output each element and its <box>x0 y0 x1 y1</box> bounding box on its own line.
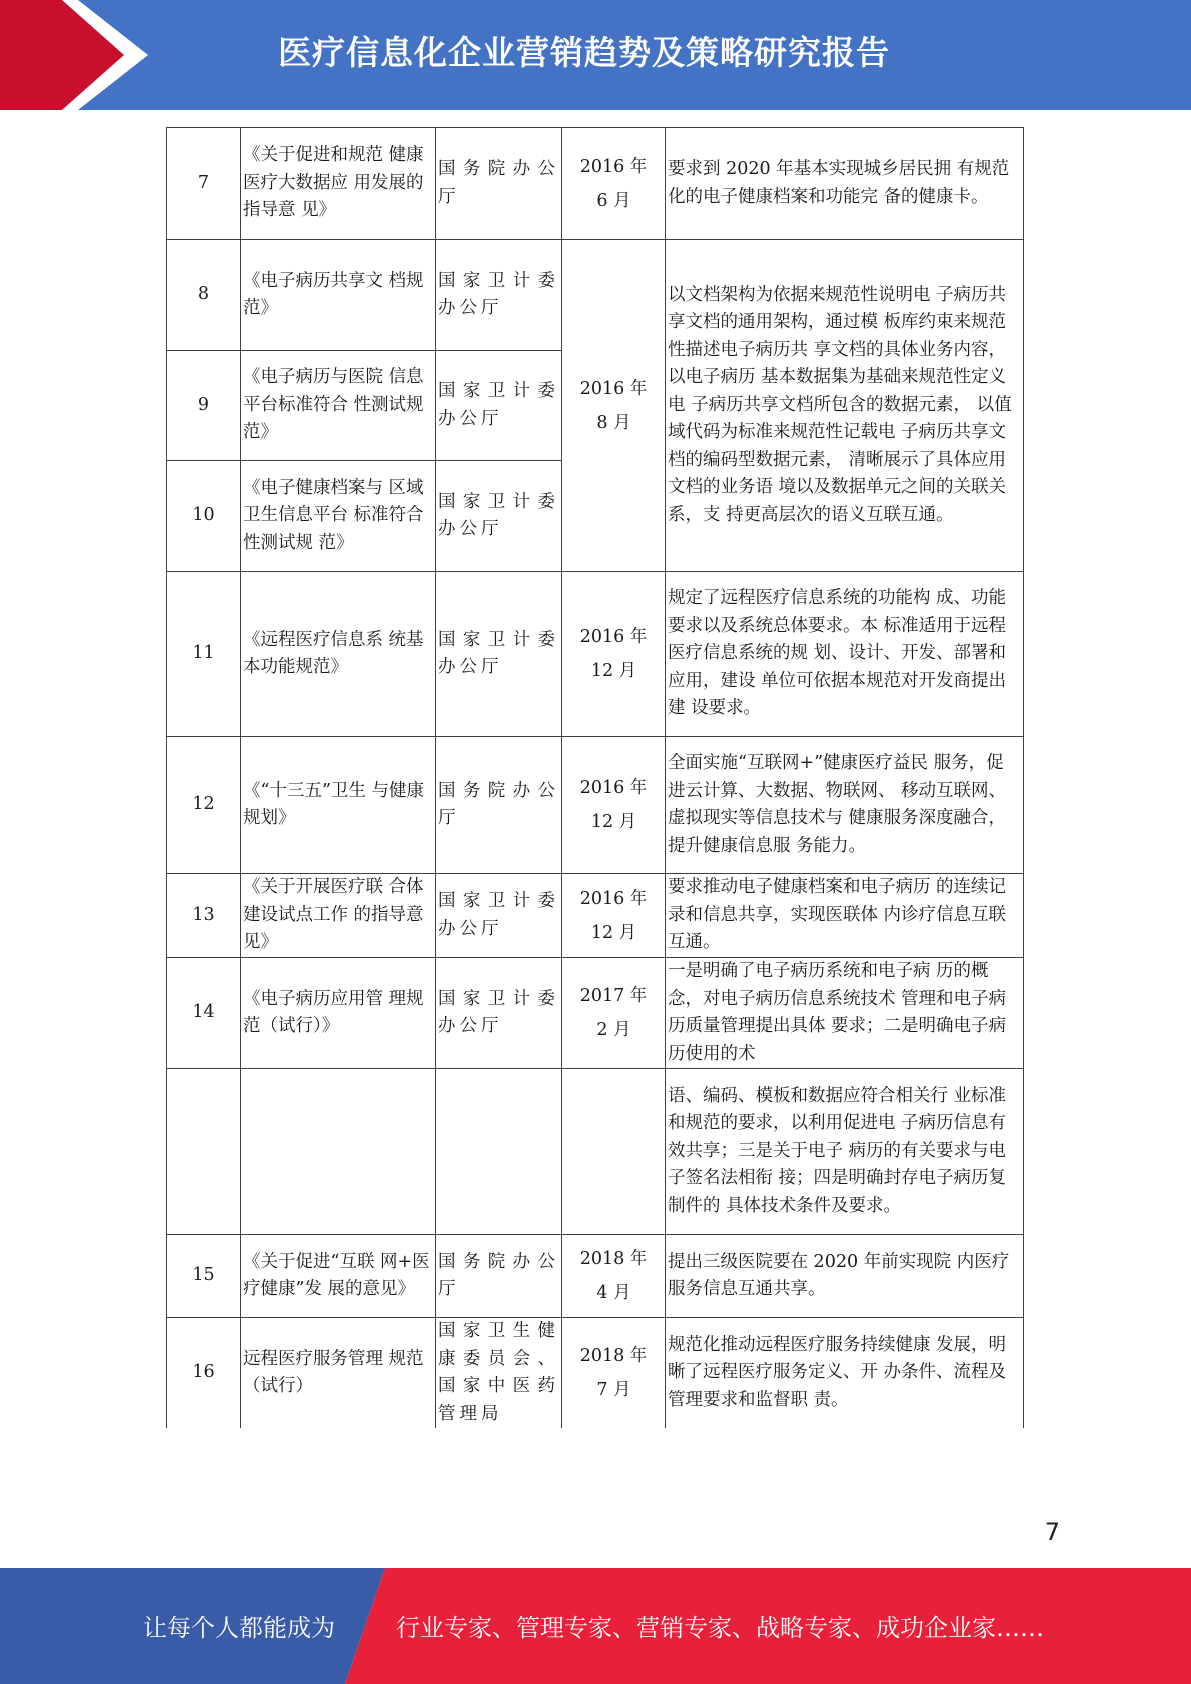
issue-date: 2018 年 7 月 <box>562 1318 666 1429</box>
table-row <box>167 1069 1024 1235</box>
row-number <box>167 1069 241 1235</box>
policy-table <box>166 127 1024 1428</box>
row-number: 15 <box>167 1235 241 1318</box>
issuing-agency: 国家卫生健康委员会、国家中医药管理局 <box>436 1318 562 1429</box>
issuing-agency: 国家卫计委办公厅 <box>436 351 562 461</box>
issue-date: 2016 年 6 月 <box>562 128 666 240</box>
policy-name: 《电子病历应用管 理规范（试行）》 <box>241 958 436 1069</box>
table-row <box>167 572 1024 737</box>
issue-date: 2018 年 4 月 <box>562 1235 666 1318</box>
policy-name: 《“十三五”卫生 与健康规划》 <box>241 737 436 874</box>
policy-description: 以文档架构为依据来规范性说明电 子病历共享文档的通用架构，通过模 板库约束来规范性描述电子病历共 享文档的具体业务内容，以电子病历 基本数据集为基础来规范性定义电 子病历共享文档所包含的数据元素， 以值域代码为标准来规范性记载电 子病历共享文档的编码型数据元素， 清晰展示了具体应用文档的业务语 境以及数据单元之间的关联关系，支 持更高层次的语义互联互通。 <box>666 240 1024 572</box>
issuing-agency <box>436 1069 562 1235</box>
policy-description: 语、编码、模板和数据应符合相关行 业标准和规范的要求，以利用促进电 子病历信息有效共享；三是关于电子 病历的有关要求与电子签名法相衔 接；四是明确封存电子病历复制件的 具体技术条件及要求。 <box>666 1069 1024 1235</box>
footer-slogan-roles: 行业专家、管理专家、营销专家、战略专家、成功企业家…… <box>396 1614 1044 1642</box>
policy-name: 《关于开展医疗联 合体建设试点工作 的指导意见》 <box>241 874 436 958</box>
table-row <box>167 874 1024 958</box>
issue-date: 2016 年 12 月 <box>562 737 666 874</box>
row-number: 8 <box>167 240 241 351</box>
policy-name <box>241 1069 436 1235</box>
policy-name: 远程医疗服务管理 规范（试行） <box>241 1318 436 1429</box>
row-number: 14 <box>167 958 241 1069</box>
policy-name: 《远程医疗信息系 统基本功能规范》 <box>241 572 436 737</box>
policy-name: 《电子病历与医院 信息平台标准符合 性测试规范》 <box>241 351 436 461</box>
policy-description: 规定了远程医疗信息系统的功能构 成、功能要求以及系统总体要求。本 标准适用于远程医疗信息系统的规 划、设计、开发、部署和应用，建设 单位可依据本规范对开发商提出建 设要求。 <box>666 572 1024 737</box>
policy-description: 提出三级医院要在 2020 年前实现院 内医疗服务信息互通共享。 <box>666 1235 1024 1318</box>
row-number: 10 <box>167 461 241 572</box>
issuing-agency: 国务院办公厅 <box>436 737 562 874</box>
page-number: 7 <box>1044 1518 1060 1546</box>
footer-slogan-lead: 让每个人都能成为 <box>143 1614 335 1642</box>
page-footer <box>0 1568 1191 1684</box>
policy-name: 《电子健康档案与 区域卫生信息平台 标准符合性测试规 范》 <box>241 461 436 572</box>
row-number: 12 <box>167 737 241 874</box>
issuing-agency: 国务院办公厅 <box>436 128 562 240</box>
policy-name: 《电子病历共享文 档规范》 <box>241 240 436 351</box>
issuing-agency: 国务院办公厅 <box>436 1235 562 1318</box>
table-row <box>167 1235 1024 1318</box>
issue-date <box>562 1069 666 1235</box>
issuing-agency: 国家卫计委办公厅 <box>436 572 562 737</box>
table-row <box>167 958 1024 1069</box>
table-row <box>167 1318 1024 1429</box>
report-title: 医疗信息化企业营销趋势及策略研究报告 <box>278 33 890 72</box>
row-number: 9 <box>167 351 241 461</box>
issuing-agency: 国家卫计委办公厅 <box>436 461 562 572</box>
row-number: 7 <box>167 128 241 240</box>
issuing-agency: 国家卫计委办公厅 <box>436 874 562 958</box>
issuing-agency: 国家卫计委办公厅 <box>436 240 562 351</box>
row-number: 13 <box>167 874 241 958</box>
table-row <box>167 128 1024 240</box>
row-number: 16 <box>167 1318 241 1429</box>
issue-date: 2016 年 8 月 <box>562 240 666 572</box>
issue-date: 2016 年 12 月 <box>562 874 666 958</box>
issuing-agency: 国家卫计委办公厅 <box>436 958 562 1069</box>
table-row <box>167 737 1024 874</box>
policy-description: 全面实施“互联网+”健康医疗益民 服务，促进云计算、大数据、物联网、 移动互联网、虚拟现实等信息技术与 健康服务深度融合，提升健康信息服 务能力。 <box>666 737 1024 874</box>
policy-name: 《关于促进“互联 网+医疗健康”发 展的意见》 <box>241 1235 436 1318</box>
issue-date: 2017 年 2 月 <box>562 958 666 1069</box>
table-row <box>167 240 1024 351</box>
policy-name: 《关于促进和规范 健康医疗大数据应 用发展的指导意 见》 <box>241 128 436 240</box>
header-arrow-decoration <box>0 0 160 110</box>
policy-description: 一是明确了电子病历系统和电子病 历的概念，对电子病历信息系统技术 管理和电子病历质量管理提出具体 要求；二是明确电子病历使用的术 <box>666 958 1024 1069</box>
issue-date: 2016 年 12 月 <box>562 572 666 737</box>
policy-description: 规范化推动远程医疗服务持续健康 发展，明晰了远程医疗服务定义、开 办条件、流程及管理要求和监督职 责。 <box>666 1318 1024 1429</box>
page-header <box>0 0 1191 110</box>
policy-description: 要求推动电子健康档案和电子病历 的连续记录和信息共享，实现医联体 内诊疗信息互联互通。 <box>666 874 1024 958</box>
policy-description: 要求到 2020 年基本实现城乡居民拥 有规范化的电子健康档案和功能完 备的健康卡。 <box>666 128 1024 240</box>
row-number: 11 <box>167 572 241 737</box>
